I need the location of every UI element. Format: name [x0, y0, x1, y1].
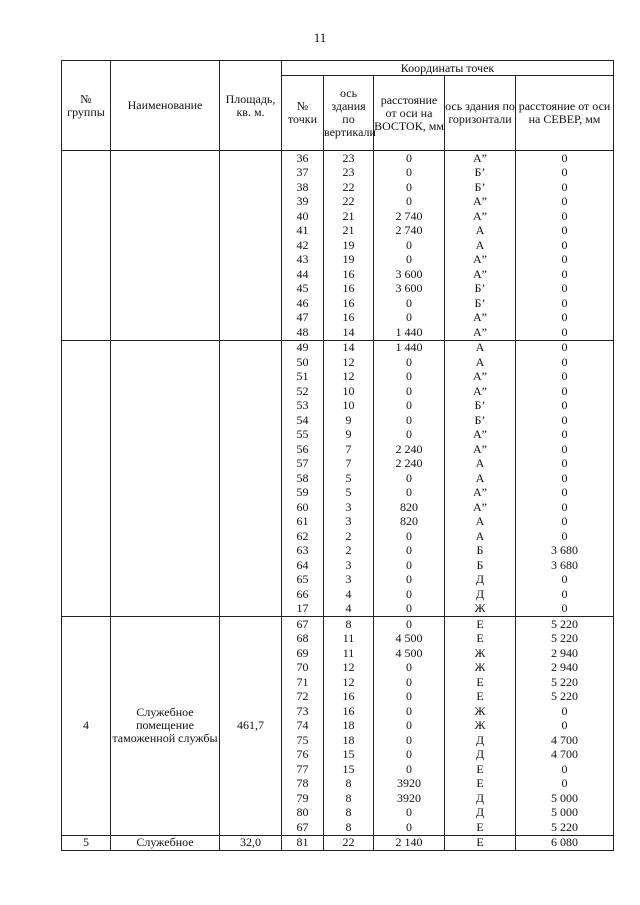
cell-distance-east: 0: [374, 529, 445, 544]
cell-point-no: 61: [282, 515, 324, 530]
cell-point-no: 53: [282, 399, 324, 414]
cell-axis-vertical: 16: [324, 311, 374, 326]
cell-point-no: 66: [282, 587, 324, 602]
cell-axis-horizontal: А”: [445, 486, 516, 501]
cell-axis-horizontal: Д: [445, 573, 516, 588]
cell-axis-vertical: 21: [324, 224, 374, 239]
cell-axis-vertical: 22: [324, 180, 374, 195]
cell-axis-vertical: 5: [324, 471, 374, 486]
cell-distance-east: 0: [374, 384, 445, 399]
room-name: Служебное помещение таможенной службы: [111, 617, 220, 836]
cell-point-no: 41: [282, 224, 324, 239]
cell-point-no: 73: [282, 704, 324, 719]
cell-point-no: 67: [282, 820, 324, 835]
cell-distance-north: 5 220: [516, 617, 614, 632]
page-number: 11: [313, 30, 327, 45]
cell-axis-vertical: 15: [324, 748, 374, 763]
cell-axis-horizontal: А: [445, 515, 516, 530]
cell-distance-east: 0: [374, 544, 445, 559]
cell-distance-east: 0: [374, 820, 445, 835]
cell-point-no: 68: [282, 632, 324, 647]
table-group: [62, 340, 614, 617]
room-area: 32,0: [220, 835, 282, 851]
cell-point-no: 58: [282, 471, 324, 486]
cell-point-no: 78: [282, 777, 324, 792]
cell-axis-vertical: 11: [324, 646, 374, 661]
cell-distance-north: 5 000: [516, 791, 614, 806]
cell-distance-east: 0: [374, 355, 445, 370]
cell-axis-vertical: 12: [324, 370, 374, 385]
cell-axis-vertical: 16: [324, 267, 374, 282]
room-name: [111, 340, 220, 617]
cell-axis-horizontal: Б’: [445, 399, 516, 414]
cell-distance-north: 0: [516, 355, 614, 370]
cell-point-no: 64: [282, 558, 324, 573]
cell-distance-north: 0: [516, 384, 614, 399]
cell-axis-horizontal: А: [445, 224, 516, 239]
cell-distance-east: 3 600: [374, 282, 445, 297]
cell-axis-horizontal: А”: [445, 384, 516, 399]
cell-point-no: 42: [282, 238, 324, 253]
cell-distance-north: 3 680: [516, 558, 614, 573]
cell-point-no: 44: [282, 267, 324, 282]
cell-distance-east: 0: [374, 587, 445, 602]
cell-distance-north: 2 940: [516, 661, 614, 676]
cell-axis-vertical: 22: [324, 835, 374, 851]
coordinates-table: [61, 60, 614, 851]
cell-distance-north: 0: [516, 224, 614, 239]
cell-axis-vertical: 3: [324, 500, 374, 515]
cell-distance-east: 0: [374, 413, 445, 428]
table-row: [62, 617, 614, 632]
group-number: [62, 340, 111, 617]
cell-distance-north: 0: [516, 762, 614, 777]
group-number: 5: [62, 835, 111, 851]
cell-point-no: 45: [282, 282, 324, 297]
table-group: [62, 617, 614, 836]
cell-axis-vertical: 8: [324, 806, 374, 821]
cell-axis-vertical: 18: [324, 719, 374, 734]
cell-distance-north: 0: [516, 602, 614, 617]
header-point-no: № точки: [282, 76, 324, 151]
header-distance-east: расстояние от оси на ВОСТОК, мм: [374, 76, 445, 151]
room-area: [220, 340, 282, 617]
table-row: [62, 151, 614, 166]
cell-axis-horizontal: А”: [445, 500, 516, 515]
cell-axis-vertical: 16: [324, 296, 374, 311]
cell-point-no: 38: [282, 180, 324, 195]
cell-distance-east: 3 600: [374, 267, 445, 282]
cell-point-no: 36: [282, 151, 324, 166]
cell-point-no: 77: [282, 762, 324, 777]
room-name: Служебное: [111, 835, 220, 851]
cell-axis-vertical: 9: [324, 413, 374, 428]
cell-distance-north: 0: [516, 282, 614, 297]
table-row: [62, 340, 614, 355]
cell-axis-vertical: 4: [324, 587, 374, 602]
cell-point-no: 57: [282, 457, 324, 472]
cell-distance-north: 4 700: [516, 733, 614, 748]
cell-distance-east: 1 440: [374, 325, 445, 340]
cell-point-no: 59: [282, 486, 324, 501]
cell-axis-vertical: 3: [324, 573, 374, 588]
cell-distance-east: 0: [374, 180, 445, 195]
cell-axis-horizontal: А: [445, 529, 516, 544]
cell-point-no: 17: [282, 602, 324, 617]
cell-axis-vertical: 23: [324, 151, 374, 166]
cell-distance-north: 0: [516, 195, 614, 210]
cell-axis-horizontal: А”: [445, 370, 516, 385]
header-coordinates: Координаты точек: [282, 61, 614, 76]
cell-distance-east: 0: [374, 558, 445, 573]
cell-distance-east: 0: [374, 311, 445, 326]
cell-point-no: 37: [282, 166, 324, 181]
cell-point-no: 43: [282, 253, 324, 268]
cell-point-no: 51: [282, 370, 324, 385]
cell-point-no: 50: [282, 355, 324, 370]
header-name: Наименование: [111, 61, 220, 151]
cell-distance-east: 0: [374, 617, 445, 632]
cell-axis-horizontal: Ж: [445, 661, 516, 676]
cell-point-no: 60: [282, 500, 324, 515]
cell-axis-horizontal: Д: [445, 806, 516, 821]
cell-axis-vertical: 7: [324, 457, 374, 472]
cell-axis-horizontal: Б’: [445, 282, 516, 297]
cell-axis-horizontal: Е: [445, 675, 516, 690]
cell-axis-horizontal: Е: [445, 777, 516, 792]
cell-point-no: 74: [282, 719, 324, 734]
cell-distance-north: 0: [516, 457, 614, 472]
cell-distance-north: 0: [516, 238, 614, 253]
cell-distance-east: 2 240: [374, 457, 445, 472]
cell-axis-horizontal: Б’: [445, 180, 516, 195]
cell-axis-vertical: 23: [324, 166, 374, 181]
cell-distance-north: 0: [516, 442, 614, 457]
cell-distance-north: 3 680: [516, 544, 614, 559]
header-group-no: № группы: [62, 61, 111, 151]
cell-axis-vertical: 8: [324, 791, 374, 806]
cell-distance-east: 0: [374, 748, 445, 763]
table-group: [62, 835, 614, 851]
cell-distance-east: 0: [374, 151, 445, 166]
cell-distance-east: 2 740: [374, 209, 445, 224]
table-group: [62, 151, 614, 341]
cell-point-no: 49: [282, 340, 324, 355]
cell-distance-north: 0: [516, 777, 614, 792]
cell-distance-east: 0: [374, 806, 445, 821]
header-area: Площадь, кв. м.: [220, 61, 282, 151]
cell-axis-horizontal: Ж: [445, 602, 516, 617]
cell-point-no: 62: [282, 529, 324, 544]
cell-axis-horizontal: А: [445, 457, 516, 472]
table-row: [62, 835, 614, 851]
cell-distance-north: 0: [516, 370, 614, 385]
cell-distance-north: 0: [516, 325, 614, 340]
cell-point-no: 67: [282, 617, 324, 632]
header-axis-horizontal: ось здания по горизонтали: [445, 76, 516, 151]
table-header: [62, 61, 614, 151]
cell-point-no: 71: [282, 675, 324, 690]
cell-axis-horizontal: А”: [445, 195, 516, 210]
cell-axis-horizontal: Ж: [445, 704, 516, 719]
cell-axis-vertical: 5: [324, 486, 374, 501]
cell-distance-north: 0: [516, 704, 614, 719]
cell-point-no: 72: [282, 690, 324, 705]
cell-distance-north: 4 700: [516, 748, 614, 763]
cell-axis-vertical: 10: [324, 399, 374, 414]
cell-distance-north: 5 220: [516, 675, 614, 690]
cell-distance-east: 820: [374, 515, 445, 530]
cell-distance-east: 0: [374, 471, 445, 486]
cell-axis-vertical: 16: [324, 282, 374, 297]
cell-axis-horizontal: Е: [445, 690, 516, 705]
cell-axis-vertical: 19: [324, 253, 374, 268]
cell-point-no: 76: [282, 748, 324, 763]
cell-axis-horizontal: А”: [445, 209, 516, 224]
cell-distance-north: 0: [516, 166, 614, 181]
cell-axis-horizontal: Ж: [445, 719, 516, 734]
cell-axis-horizontal: Д: [445, 587, 516, 602]
cell-axis-vertical: 2: [324, 544, 374, 559]
cell-axis-horizontal: А”: [445, 442, 516, 457]
cell-distance-east: 0: [374, 704, 445, 719]
cell-point-no: 52: [282, 384, 324, 399]
cell-distance-east: 0: [374, 253, 445, 268]
cell-distance-north: 0: [516, 340, 614, 355]
cell-distance-north: 0: [516, 413, 614, 428]
cell-axis-horizontal: Е: [445, 835, 516, 851]
cell-distance-north: 0: [516, 296, 614, 311]
cell-distance-north: 0: [516, 151, 614, 166]
cell-distance-north: 0: [516, 471, 614, 486]
cell-distance-east: 2 140: [374, 835, 445, 851]
cell-axis-vertical: 7: [324, 442, 374, 457]
cell-distance-east: 4 500: [374, 632, 445, 647]
cell-point-no: 81: [282, 835, 324, 851]
cell-axis-vertical: 8: [324, 617, 374, 632]
cell-axis-vertical: 3: [324, 515, 374, 530]
cell-distance-north: 2 940: [516, 646, 614, 661]
cell-distance-north: 0: [516, 587, 614, 602]
cell-axis-vertical: 8: [324, 820, 374, 835]
cell-axis-horizontal: А: [445, 238, 516, 253]
cell-axis-vertical: 14: [324, 325, 374, 340]
cell-distance-east: 0: [374, 573, 445, 588]
group-number: [62, 151, 111, 341]
cell-distance-east: 3920: [374, 791, 445, 806]
cell-distance-north: 5 220: [516, 690, 614, 705]
cell-distance-east: 4 500: [374, 646, 445, 661]
cell-point-no: 47: [282, 311, 324, 326]
cell-axis-horizontal: Д: [445, 791, 516, 806]
cell-axis-vertical: 12: [324, 675, 374, 690]
cell-point-no: 46: [282, 296, 324, 311]
cell-distance-east: 2 740: [374, 224, 445, 239]
cell-distance-east: 0: [374, 602, 445, 617]
cell-axis-horizontal: Е: [445, 820, 516, 835]
cell-axis-horizontal: Е: [445, 617, 516, 632]
cell-distance-east: 0: [374, 399, 445, 414]
cell-point-no: 56: [282, 442, 324, 457]
cell-axis-vertical: 19: [324, 238, 374, 253]
cell-distance-east: 0: [374, 661, 445, 676]
cell-point-no: 69: [282, 646, 324, 661]
cell-axis-horizontal: Б: [445, 558, 516, 573]
cell-axis-horizontal: Д: [445, 733, 516, 748]
cell-distance-north: 0: [516, 180, 614, 195]
cell-point-no: 63: [282, 544, 324, 559]
cell-distance-east: 0: [374, 195, 445, 210]
cell-point-no: 70: [282, 661, 324, 676]
cell-axis-horizontal: А”: [445, 428, 516, 443]
cell-axis-vertical: 15: [324, 762, 374, 777]
header-distance-north: расстояние от оси на СЕВЕР, мм: [516, 76, 614, 151]
cell-distance-east: 1 440: [374, 340, 445, 355]
cell-point-no: 54: [282, 413, 324, 428]
cell-distance-east: 0: [374, 370, 445, 385]
cell-axis-vertical: 2: [324, 529, 374, 544]
cell-distance-east: 0: [374, 166, 445, 181]
cell-axis-vertical: 8: [324, 777, 374, 792]
cell-axis-horizontal: Б’: [445, 413, 516, 428]
cell-distance-east: 3920: [374, 777, 445, 792]
cell-axis-horizontal: Е: [445, 632, 516, 647]
cell-point-no: 65: [282, 573, 324, 588]
cell-distance-north: 0: [516, 515, 614, 530]
cell-point-no: 40: [282, 209, 324, 224]
cell-distance-east: 0: [374, 733, 445, 748]
cell-point-no: 79: [282, 791, 324, 806]
cell-point-no: 75: [282, 733, 324, 748]
cell-axis-vertical: 16: [324, 704, 374, 719]
cell-axis-vertical: 21: [324, 209, 374, 224]
cell-axis-vertical: 10: [324, 384, 374, 399]
cell-axis-horizontal: А: [445, 471, 516, 486]
room-name: [111, 151, 220, 341]
cell-distance-north: 0: [516, 428, 614, 443]
cell-axis-vertical: 12: [324, 355, 374, 370]
cell-distance-north: 0: [516, 719, 614, 734]
header-axis-vertical: ось здания по вертикали: [324, 76, 374, 151]
cell-axis-horizontal: А: [445, 355, 516, 370]
cell-axis-horizontal: Б: [445, 544, 516, 559]
cell-distance-east: 0: [374, 486, 445, 501]
cell-axis-vertical: 18: [324, 733, 374, 748]
cell-distance-east: 2 240: [374, 442, 445, 457]
cell-axis-vertical: 14: [324, 340, 374, 355]
cell-distance-east: 0: [374, 762, 445, 777]
cell-axis-vertical: 4: [324, 602, 374, 617]
cell-distance-east: 0: [374, 719, 445, 734]
cell-axis-horizontal: А: [445, 340, 516, 355]
cell-axis-vertical: 12: [324, 661, 374, 676]
cell-distance-east: 820: [374, 500, 445, 515]
cell-axis-horizontal: А”: [445, 325, 516, 340]
room-area: [220, 151, 282, 341]
cell-point-no: 55: [282, 428, 324, 443]
cell-distance-north: 0: [516, 529, 614, 544]
cell-axis-vertical: 9: [324, 428, 374, 443]
cell-axis-vertical: 11: [324, 632, 374, 647]
cell-distance-east: 0: [374, 690, 445, 705]
cell-point-no: 80: [282, 806, 324, 821]
cell-distance-east: 0: [374, 428, 445, 443]
cell-axis-horizontal: Е: [445, 762, 516, 777]
cell-point-no: 39: [282, 195, 324, 210]
cell-distance-east: 0: [374, 238, 445, 253]
cell-distance-north: 0: [516, 209, 614, 224]
group-number: 4: [62, 617, 111, 836]
cell-axis-horizontal: Б’: [445, 166, 516, 181]
cell-distance-north: 5 220: [516, 632, 614, 647]
cell-axis-horizontal: А”: [445, 311, 516, 326]
cell-distance-north: 6 080: [516, 835, 614, 851]
cell-distance-north: 0: [516, 500, 614, 515]
cell-axis-horizontal: А”: [445, 253, 516, 268]
cell-distance-north: 0: [516, 573, 614, 588]
cell-distance-north: 5 220: [516, 820, 614, 835]
cell-distance-north: 0: [516, 311, 614, 326]
cell-axis-horizontal: Ж: [445, 646, 516, 661]
cell-axis-horizontal: А”: [445, 267, 516, 282]
cell-distance-north: 0: [516, 267, 614, 282]
cell-distance-north: 0: [516, 399, 614, 414]
cell-distance-north: 0: [516, 486, 614, 501]
cell-axis-vertical: 3: [324, 558, 374, 573]
cell-axis-horizontal: А”: [445, 151, 516, 166]
cell-distance-east: 0: [374, 296, 445, 311]
cell-point-no: 48: [282, 325, 324, 340]
cell-axis-horizontal: Д: [445, 748, 516, 763]
room-area: 461,7: [220, 617, 282, 836]
cell-distance-north: 0: [516, 253, 614, 268]
cell-distance-north: 5 000: [516, 806, 614, 821]
cell-axis-vertical: 16: [324, 690, 374, 705]
cell-axis-vertical: 22: [324, 195, 374, 210]
cell-axis-horizontal: Б’: [445, 296, 516, 311]
cell-distance-east: 0: [374, 675, 445, 690]
